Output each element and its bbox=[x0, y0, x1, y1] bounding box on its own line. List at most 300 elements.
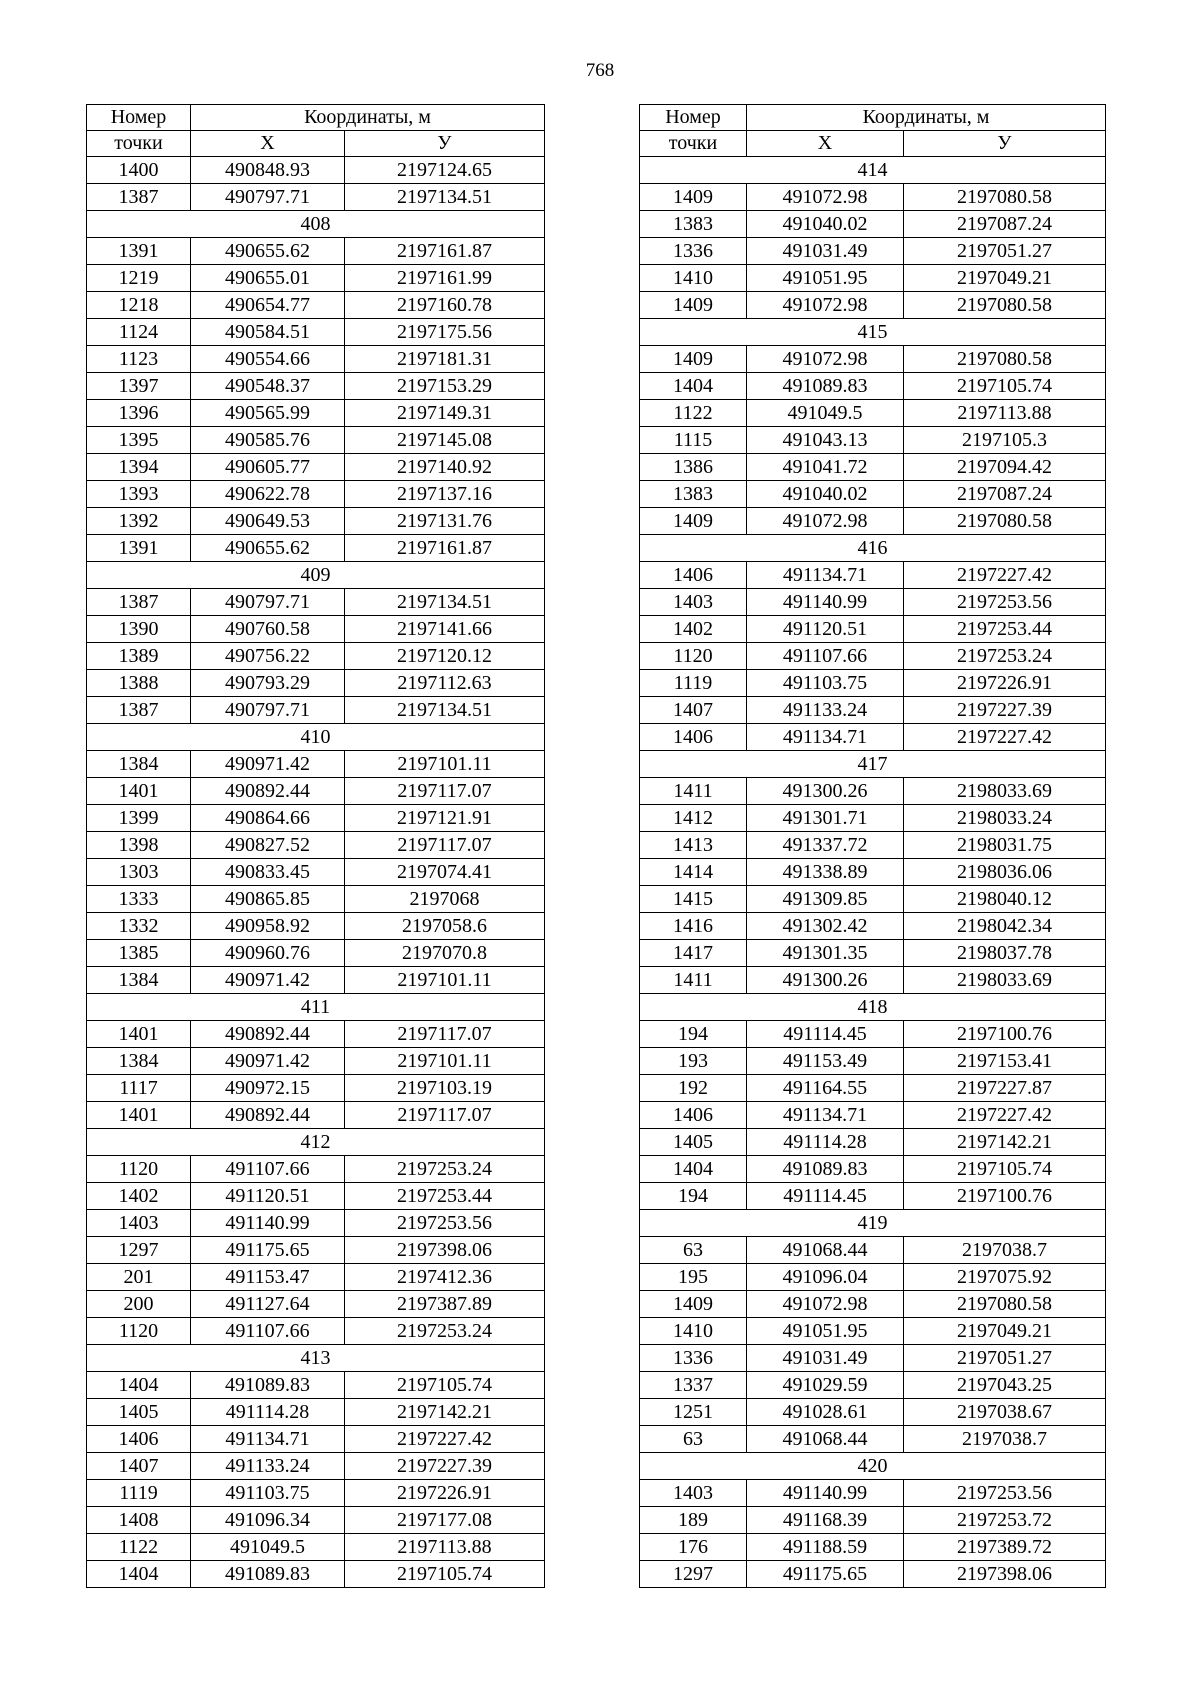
table-row bbox=[640, 778, 1106, 805]
x-coordinate-cell: 491068.44 bbox=[747, 1237, 904, 1264]
x-coordinate-cell: 491107.66 bbox=[191, 1318, 345, 1345]
x-coordinate-cell: 491175.65 bbox=[747, 1561, 904, 1588]
group-row bbox=[87, 562, 545, 589]
x-coordinate-cell: 491107.66 bbox=[191, 1156, 345, 1183]
table-row bbox=[87, 940, 545, 967]
x-coordinate-cell: 490971.42 bbox=[191, 751, 345, 778]
y-coordinate-cell: 2197080.58 bbox=[904, 292, 1106, 319]
x-coordinate-cell: 490554.66 bbox=[191, 346, 345, 373]
y-coordinate-cell: 2197181.31 bbox=[345, 346, 545, 373]
y-coordinate-cell: 2197094.42 bbox=[904, 454, 1106, 481]
point-number-cell: 1413 bbox=[640, 832, 747, 859]
x-coordinate-cell: 490655.62 bbox=[191, 535, 345, 562]
point-number-cell: 1402 bbox=[640, 616, 747, 643]
y-coordinate-cell: 2197113.88 bbox=[904, 400, 1106, 427]
table-row bbox=[87, 319, 545, 346]
table-row bbox=[640, 1399, 1106, 1426]
table-row bbox=[87, 1426, 545, 1453]
table-row bbox=[87, 832, 545, 859]
coordinates-table-right bbox=[639, 104, 1106, 1588]
table-row bbox=[87, 1399, 545, 1426]
point-number-cell: 1401 bbox=[87, 1021, 191, 1048]
point-number-cell: 192 bbox=[640, 1075, 747, 1102]
point-number-cell: 1411 bbox=[640, 967, 747, 994]
point-number-cell: 1297 bbox=[640, 1561, 747, 1588]
table-row bbox=[87, 589, 545, 616]
point-number-cell: 176 bbox=[640, 1534, 747, 1561]
table-row bbox=[87, 427, 545, 454]
x-coordinate-cell: 491051.95 bbox=[747, 265, 904, 292]
y-coordinate-cell: 2197141.66 bbox=[345, 616, 545, 643]
point-number-cell: 1409 bbox=[640, 1291, 747, 1318]
header-number-sub: точки bbox=[87, 131, 191, 157]
table-row bbox=[87, 1102, 545, 1129]
point-number-cell: 1297 bbox=[87, 1237, 191, 1264]
y-coordinate-cell: 2197161.87 bbox=[345, 535, 545, 562]
y-coordinate-cell: 2197140.92 bbox=[345, 454, 545, 481]
y-coordinate-cell: 2197101.11 bbox=[345, 1048, 545, 1075]
x-coordinate-cell: 491301.71 bbox=[747, 805, 904, 832]
table-row bbox=[87, 616, 545, 643]
y-coordinate-cell: 2197227.42 bbox=[904, 1102, 1106, 1129]
x-coordinate-cell: 491072.98 bbox=[747, 508, 904, 535]
table-row bbox=[640, 265, 1106, 292]
point-number-cell: 1399 bbox=[87, 805, 191, 832]
group-row bbox=[87, 724, 545, 751]
point-number-cell: 63 bbox=[640, 1426, 747, 1453]
header-coordinates: Координаты, м bbox=[747, 105, 1106, 131]
point-number-cell: 1123 bbox=[87, 346, 191, 373]
table-row bbox=[640, 1048, 1106, 1075]
x-coordinate-cell: 490584.51 bbox=[191, 319, 345, 346]
group-row bbox=[640, 994, 1106, 1021]
point-number-cell: 1397 bbox=[87, 373, 191, 400]
x-coordinate-cell: 491309.85 bbox=[747, 886, 904, 913]
y-coordinate-cell: 2197117.07 bbox=[345, 832, 545, 859]
x-coordinate-cell: 491089.83 bbox=[191, 1561, 345, 1588]
x-coordinate-cell: 491140.99 bbox=[747, 589, 904, 616]
table-row bbox=[87, 535, 545, 562]
table-row bbox=[87, 886, 545, 913]
y-coordinate-cell: 2197100.76 bbox=[904, 1021, 1106, 1048]
table-row bbox=[640, 886, 1106, 913]
x-coordinate-cell: 491175.65 bbox=[191, 1237, 345, 1264]
x-coordinate-cell: 491134.71 bbox=[191, 1426, 345, 1453]
y-coordinate-cell: 2197161.87 bbox=[345, 238, 545, 265]
point-number-cell: 1388 bbox=[87, 670, 191, 697]
table-row bbox=[640, 1507, 1106, 1534]
table-row bbox=[640, 1102, 1106, 1129]
table-row bbox=[87, 292, 545, 319]
table-row bbox=[640, 859, 1106, 886]
header-row bbox=[87, 131, 545, 157]
table-row bbox=[640, 616, 1106, 643]
x-coordinate-cell: 491029.59 bbox=[747, 1372, 904, 1399]
x-coordinate-cell: 491188.59 bbox=[747, 1534, 904, 1561]
point-number-cell: 1392 bbox=[87, 508, 191, 535]
x-coordinate-cell: 490960.76 bbox=[191, 940, 345, 967]
x-coordinate-cell: 491049.5 bbox=[191, 1534, 345, 1561]
y-coordinate-cell: 2198037.78 bbox=[904, 940, 1106, 967]
y-coordinate-cell: 2197051.27 bbox=[904, 238, 1106, 265]
table-row bbox=[640, 400, 1106, 427]
table-row bbox=[87, 400, 545, 427]
point-number-cell: 1404 bbox=[87, 1372, 191, 1399]
table-row bbox=[87, 751, 545, 778]
x-coordinate-cell: 490797.71 bbox=[191, 184, 345, 211]
x-coordinate-cell: 490958.92 bbox=[191, 913, 345, 940]
y-coordinate-cell: 2197134.51 bbox=[345, 589, 545, 616]
point-number-cell: 1117 bbox=[87, 1075, 191, 1102]
y-coordinate-cell: 2197117.07 bbox=[345, 778, 545, 805]
x-coordinate-cell: 491041.72 bbox=[747, 454, 904, 481]
x-coordinate-cell: 491134.71 bbox=[747, 1102, 904, 1129]
table-row bbox=[640, 238, 1106, 265]
x-coordinate-cell: 490655.01 bbox=[191, 265, 345, 292]
group-row bbox=[640, 751, 1106, 778]
y-coordinate-cell: 2197080.58 bbox=[904, 346, 1106, 373]
table-body-right bbox=[640, 105, 1106, 1588]
point-number-cell: 1403 bbox=[87, 1210, 191, 1237]
point-number-cell: 1407 bbox=[87, 1453, 191, 1480]
y-coordinate-cell: 2197145.08 bbox=[345, 427, 545, 454]
y-coordinate-cell: 2197175.56 bbox=[345, 319, 545, 346]
x-coordinate-cell: 490892.44 bbox=[191, 1021, 345, 1048]
x-coordinate-cell: 490649.53 bbox=[191, 508, 345, 535]
point-number-cell: 1384 bbox=[87, 1048, 191, 1075]
x-coordinate-cell: 491140.99 bbox=[747, 1480, 904, 1507]
table-row bbox=[87, 805, 545, 832]
y-coordinate-cell: 2197153.41 bbox=[904, 1048, 1106, 1075]
x-coordinate-cell: 491133.24 bbox=[747, 697, 904, 724]
x-coordinate-cell: 490605.77 bbox=[191, 454, 345, 481]
table-row bbox=[640, 211, 1106, 238]
point-number-cell: 1402 bbox=[87, 1183, 191, 1210]
table-row bbox=[87, 481, 545, 508]
point-number-cell: 1403 bbox=[640, 589, 747, 616]
point-number-cell: 1385 bbox=[87, 940, 191, 967]
group-row bbox=[640, 157, 1106, 184]
x-coordinate-cell: 491043.13 bbox=[747, 427, 904, 454]
y-coordinate-cell: 2197137.16 bbox=[345, 481, 545, 508]
point-number-cell: 1115 bbox=[640, 427, 747, 454]
y-coordinate-cell: 2197227.39 bbox=[345, 1453, 545, 1480]
table-row bbox=[87, 184, 545, 211]
y-coordinate-cell: 2197389.72 bbox=[904, 1534, 1106, 1561]
x-coordinate-cell: 491338.89 bbox=[747, 859, 904, 886]
point-number-cell: 1387 bbox=[87, 589, 191, 616]
point-number-cell: 1332 bbox=[87, 913, 191, 940]
header-y: У bbox=[345, 131, 545, 157]
point-number-cell: 1398 bbox=[87, 832, 191, 859]
table-row bbox=[640, 697, 1106, 724]
point-number-cell: 1409 bbox=[640, 508, 747, 535]
point-number-cell: 1410 bbox=[640, 1318, 747, 1345]
group-row bbox=[87, 211, 545, 238]
y-coordinate-cell: 2197253.24 bbox=[345, 1318, 545, 1345]
y-coordinate-cell: 2197038.7 bbox=[904, 1237, 1106, 1264]
point-number-cell: 1122 bbox=[87, 1534, 191, 1561]
x-coordinate-cell: 490622.78 bbox=[191, 481, 345, 508]
point-number-cell: 1336 bbox=[640, 1345, 747, 1372]
point-number-cell: 1400 bbox=[87, 157, 191, 184]
table-row bbox=[640, 913, 1106, 940]
point-number-cell: 1119 bbox=[87, 1480, 191, 1507]
table-row bbox=[640, 481, 1106, 508]
table-row bbox=[640, 184, 1106, 211]
y-coordinate-cell: 2197227.87 bbox=[904, 1075, 1106, 1102]
y-coordinate-cell: 2197087.24 bbox=[904, 481, 1106, 508]
x-coordinate-cell: 491134.71 bbox=[747, 562, 904, 589]
point-number-cell: 201 bbox=[87, 1264, 191, 1291]
point-number-cell: 1120 bbox=[640, 643, 747, 670]
x-coordinate-cell: 491040.02 bbox=[747, 211, 904, 238]
x-coordinate-cell: 491031.49 bbox=[747, 238, 904, 265]
x-coordinate-cell: 490655.62 bbox=[191, 238, 345, 265]
y-coordinate-cell: 2197227.42 bbox=[904, 562, 1106, 589]
table-row bbox=[640, 643, 1106, 670]
point-number-cell: 63 bbox=[640, 1237, 747, 1264]
point-number-cell: 1407 bbox=[640, 697, 747, 724]
point-number-cell: 1384 bbox=[87, 967, 191, 994]
y-coordinate-cell: 2197068 bbox=[345, 886, 545, 913]
table-row bbox=[640, 940, 1106, 967]
table-row bbox=[87, 859, 545, 886]
point-number-cell: 1383 bbox=[640, 211, 747, 238]
header-row bbox=[640, 131, 1106, 157]
point-number-cell: 1405 bbox=[640, 1129, 747, 1156]
y-coordinate-cell: 2197227.42 bbox=[904, 724, 1106, 751]
point-number-cell: 1406 bbox=[87, 1426, 191, 1453]
point-number-cell: 1387 bbox=[87, 184, 191, 211]
x-coordinate-cell: 491107.66 bbox=[747, 643, 904, 670]
table-row bbox=[87, 670, 545, 697]
y-coordinate-cell: 2197043.25 bbox=[904, 1372, 1106, 1399]
table-row bbox=[87, 643, 545, 670]
point-number-cell: 1417 bbox=[640, 940, 747, 967]
y-coordinate-cell: 2197105.74 bbox=[345, 1561, 545, 1588]
x-coordinate-cell: 491337.72 bbox=[747, 832, 904, 859]
x-coordinate-cell: 491300.26 bbox=[747, 778, 904, 805]
x-coordinate-cell: 490760.58 bbox=[191, 616, 345, 643]
x-coordinate-cell: 491096.34 bbox=[191, 1507, 345, 1534]
y-coordinate-cell: 2197253.44 bbox=[904, 616, 1106, 643]
table-row bbox=[640, 1264, 1106, 1291]
group-label: 420 bbox=[640, 1453, 1106, 1480]
x-coordinate-cell: 490797.71 bbox=[191, 697, 345, 724]
table-row bbox=[87, 1318, 545, 1345]
x-coordinate-cell: 490585.76 bbox=[191, 427, 345, 454]
table-row bbox=[87, 1075, 545, 1102]
y-coordinate-cell: 2197075.92 bbox=[904, 1264, 1106, 1291]
table-row bbox=[640, 1237, 1106, 1264]
x-coordinate-cell: 490654.77 bbox=[191, 292, 345, 319]
x-coordinate-cell: 491133.24 bbox=[191, 1453, 345, 1480]
x-coordinate-cell: 491068.44 bbox=[747, 1426, 904, 1453]
x-coordinate-cell: 491089.83 bbox=[747, 373, 904, 400]
x-coordinate-cell: 491089.83 bbox=[747, 1156, 904, 1183]
table-row bbox=[87, 1183, 545, 1210]
x-coordinate-cell: 491028.61 bbox=[747, 1399, 904, 1426]
table-row bbox=[640, 1372, 1106, 1399]
x-coordinate-cell: 491072.98 bbox=[747, 346, 904, 373]
y-coordinate-cell: 2197049.21 bbox=[904, 265, 1106, 292]
x-coordinate-cell: 491140.99 bbox=[191, 1210, 345, 1237]
table-row bbox=[640, 1534, 1106, 1561]
point-number-cell: 1404 bbox=[640, 373, 747, 400]
x-coordinate-cell: 491153.49 bbox=[747, 1048, 904, 1075]
group-label: 416 bbox=[640, 535, 1106, 562]
y-coordinate-cell: 2197080.58 bbox=[904, 508, 1106, 535]
x-coordinate-cell: 491072.98 bbox=[747, 1291, 904, 1318]
table-row bbox=[87, 1507, 545, 1534]
table-row bbox=[640, 454, 1106, 481]
y-coordinate-cell: 2197226.91 bbox=[904, 670, 1106, 697]
y-coordinate-cell: 2197253.56 bbox=[345, 1210, 545, 1237]
y-coordinate-cell: 2197074.41 bbox=[345, 859, 545, 886]
x-coordinate-cell: 491168.39 bbox=[747, 1507, 904, 1534]
point-number-cell: 1410 bbox=[640, 265, 747, 292]
x-coordinate-cell: 490972.15 bbox=[191, 1075, 345, 1102]
y-coordinate-cell: 2198031.75 bbox=[904, 832, 1106, 859]
x-coordinate-cell: 490864.66 bbox=[191, 805, 345, 832]
table-row bbox=[640, 346, 1106, 373]
y-coordinate-cell: 2197253.56 bbox=[904, 589, 1106, 616]
table-row bbox=[87, 1534, 545, 1561]
table-row bbox=[640, 1291, 1106, 1318]
y-coordinate-cell: 2197058.6 bbox=[345, 913, 545, 940]
point-number-cell: 1337 bbox=[640, 1372, 747, 1399]
table-row bbox=[87, 373, 545, 400]
header-y: У bbox=[904, 131, 1106, 157]
table-row bbox=[640, 967, 1106, 994]
y-coordinate-cell: 2197120.12 bbox=[345, 643, 545, 670]
y-coordinate-cell: 2197131.76 bbox=[345, 508, 545, 535]
y-coordinate-cell: 2197070.8 bbox=[345, 940, 545, 967]
group-label: 410 bbox=[87, 724, 545, 751]
y-coordinate-cell: 2197105.74 bbox=[345, 1372, 545, 1399]
point-number-cell: 1395 bbox=[87, 427, 191, 454]
point-number-cell: 193 bbox=[640, 1048, 747, 1075]
point-number-cell: 1384 bbox=[87, 751, 191, 778]
y-coordinate-cell: 2197101.11 bbox=[345, 751, 545, 778]
table-row bbox=[87, 967, 545, 994]
y-coordinate-cell: 2197177.08 bbox=[345, 1507, 545, 1534]
y-coordinate-cell: 2197253.24 bbox=[345, 1156, 545, 1183]
header-coordinates: Координаты, м bbox=[191, 105, 545, 131]
x-coordinate-cell: 490848.93 bbox=[191, 157, 345, 184]
y-coordinate-cell: 2197117.07 bbox=[345, 1021, 545, 1048]
x-coordinate-cell: 491300.26 bbox=[747, 967, 904, 994]
table-row bbox=[640, 670, 1106, 697]
table-row bbox=[640, 1156, 1106, 1183]
point-number-cell: 194 bbox=[640, 1021, 747, 1048]
x-coordinate-cell: 490892.44 bbox=[191, 1102, 345, 1129]
table-row bbox=[640, 1480, 1106, 1507]
x-coordinate-cell: 491120.51 bbox=[191, 1183, 345, 1210]
y-coordinate-cell: 2197105.74 bbox=[904, 1156, 1106, 1183]
table-row bbox=[87, 157, 545, 184]
point-number-cell: 1386 bbox=[640, 454, 747, 481]
table-row bbox=[640, 1075, 1106, 1102]
table-row bbox=[87, 1237, 545, 1264]
header-row bbox=[640, 105, 1106, 131]
table-row bbox=[87, 1264, 545, 1291]
table-row bbox=[640, 373, 1106, 400]
header-row bbox=[87, 105, 545, 131]
point-number-cell: 1390 bbox=[87, 616, 191, 643]
point-number-cell: 1411 bbox=[640, 778, 747, 805]
header-number: Номер bbox=[640, 105, 747, 131]
point-number-cell: 1396 bbox=[87, 400, 191, 427]
point-number-cell: 1406 bbox=[640, 724, 747, 751]
y-coordinate-cell: 2197038.67 bbox=[904, 1399, 1106, 1426]
table-row bbox=[87, 1021, 545, 1048]
point-number-cell: 1405 bbox=[87, 1399, 191, 1426]
x-coordinate-cell: 491072.98 bbox=[747, 292, 904, 319]
group-row bbox=[640, 1210, 1106, 1237]
group-label: 411 bbox=[87, 994, 545, 1021]
group-row bbox=[640, 319, 1106, 346]
point-number-cell: 1218 bbox=[87, 292, 191, 319]
point-number-cell: 1406 bbox=[640, 562, 747, 589]
group-label: 408 bbox=[87, 211, 545, 238]
y-coordinate-cell: 2197412.36 bbox=[345, 1264, 545, 1291]
table-row bbox=[640, 589, 1106, 616]
header-x: X bbox=[191, 131, 345, 157]
x-coordinate-cell: 491114.28 bbox=[191, 1399, 345, 1426]
table-row bbox=[87, 778, 545, 805]
point-number-cell: 1393 bbox=[87, 481, 191, 508]
group-row bbox=[87, 1345, 545, 1372]
y-coordinate-cell: 2197398.06 bbox=[904, 1561, 1106, 1588]
point-number-cell: 1401 bbox=[87, 1102, 191, 1129]
x-coordinate-cell: 491072.98 bbox=[747, 184, 904, 211]
y-coordinate-cell: 2197038.7 bbox=[904, 1426, 1106, 1453]
x-coordinate-cell: 491302.42 bbox=[747, 913, 904, 940]
y-coordinate-cell: 2197121.91 bbox=[345, 805, 545, 832]
point-number-cell: 1119 bbox=[640, 670, 747, 697]
x-coordinate-cell: 490971.42 bbox=[191, 1048, 345, 1075]
x-coordinate-cell: 491120.51 bbox=[747, 616, 904, 643]
x-coordinate-cell: 491164.55 bbox=[747, 1075, 904, 1102]
group-label: 412 bbox=[87, 1129, 545, 1156]
x-coordinate-cell: 491089.83 bbox=[191, 1372, 345, 1399]
group-row bbox=[640, 1453, 1106, 1480]
point-number-cell: 1336 bbox=[640, 238, 747, 265]
y-coordinate-cell: 2197142.21 bbox=[904, 1129, 1106, 1156]
y-coordinate-cell: 2197105.74 bbox=[904, 373, 1106, 400]
page-number: 768 bbox=[585, 60, 615, 81]
x-coordinate-cell: 491114.28 bbox=[747, 1129, 904, 1156]
table-row bbox=[87, 1210, 545, 1237]
point-number-cell: 200 bbox=[87, 1291, 191, 1318]
y-coordinate-cell: 2197103.19 bbox=[345, 1075, 545, 1102]
x-coordinate-cell: 490793.29 bbox=[191, 670, 345, 697]
y-coordinate-cell: 2197112.63 bbox=[345, 670, 545, 697]
x-coordinate-cell: 491103.75 bbox=[747, 670, 904, 697]
y-coordinate-cell: 2197387.89 bbox=[345, 1291, 545, 1318]
group-label: 419 bbox=[640, 1210, 1106, 1237]
group-label: 417 bbox=[640, 751, 1106, 778]
y-coordinate-cell: 2197253.72 bbox=[904, 1507, 1106, 1534]
x-coordinate-cell: 491051.95 bbox=[747, 1318, 904, 1345]
table-row bbox=[87, 346, 545, 373]
group-label: 413 bbox=[87, 1345, 545, 1372]
x-coordinate-cell: 491134.71 bbox=[747, 724, 904, 751]
point-number-cell: 1387 bbox=[87, 697, 191, 724]
x-coordinate-cell: 490756.22 bbox=[191, 643, 345, 670]
